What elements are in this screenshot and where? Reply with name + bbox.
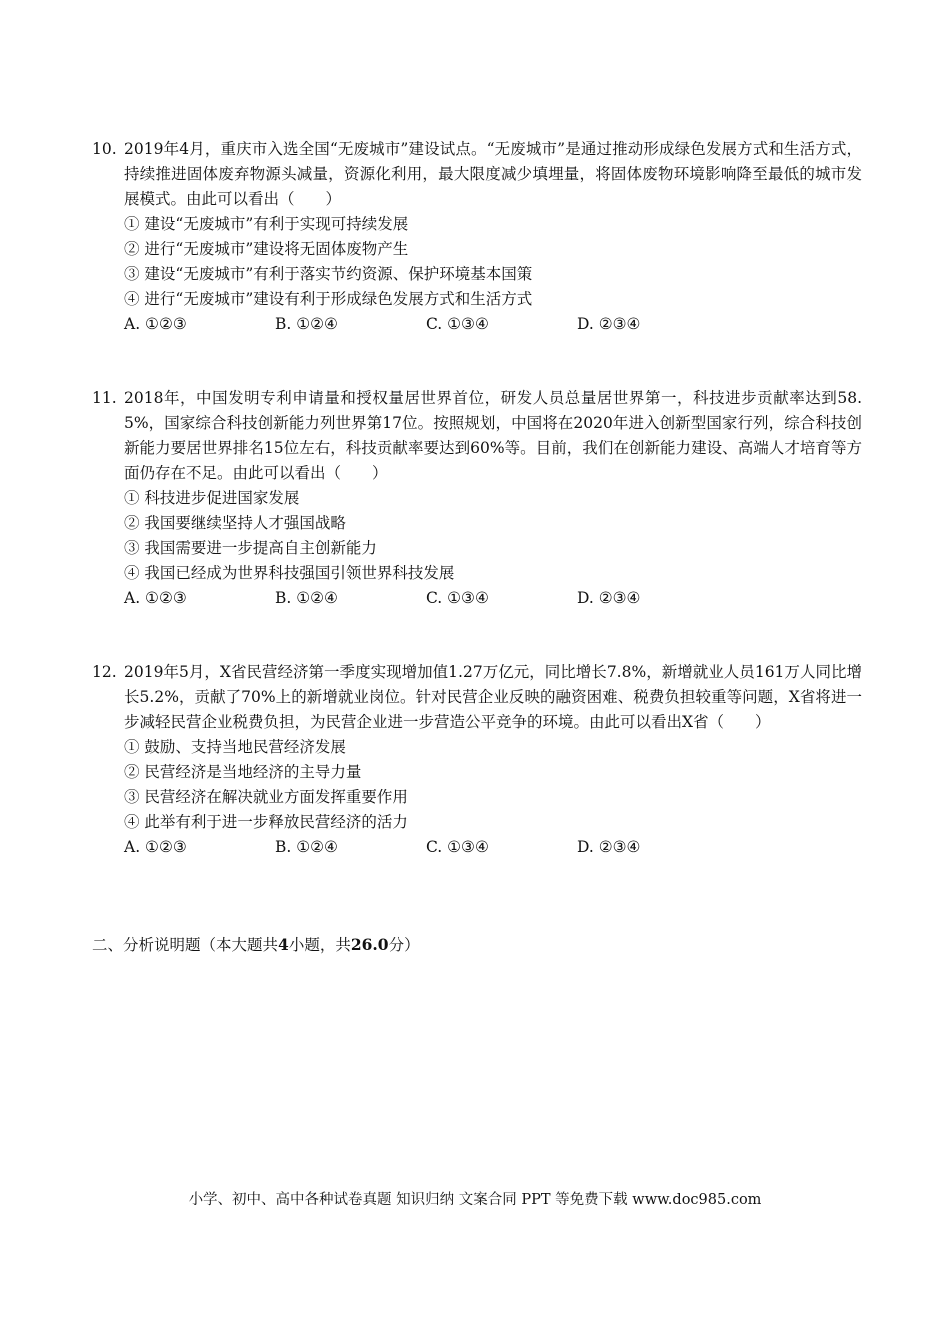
statement-item: ④ 此举有利于进一步释放民营经济的活力 [124, 813, 408, 831]
answer-options [92, 835, 862, 860]
question-10 [92, 137, 862, 337]
section-middle: 小题，共 [288, 936, 351, 954]
statement-item: ③ 我国需要进一步提高自主创新能力 [124, 539, 377, 557]
statement-item: ② 我国要继续坚持人才强国战略 [124, 514, 346, 532]
question-11 [92, 386, 862, 611]
option-a: A. ①②③ [124, 589, 187, 607]
option-c: C. ①③④ [426, 315, 489, 333]
question-stem [92, 660, 862, 735]
statement-item: ① 科技进步促进国家发展 [124, 489, 300, 507]
section-suffix: 分） [388, 936, 420, 954]
question-12 [92, 660, 862, 860]
section-score: 26.0 [350, 935, 389, 954]
option-c: C. ①③④ [426, 589, 489, 607]
question-number: 12. [92, 663, 117, 681]
statement-item: ③ 建设“无废城市”有利于落实节约资源、保护环境基本国策 [124, 265, 533, 283]
section-count: 4 [278, 935, 289, 954]
option-c: C. ①③④ [426, 838, 489, 856]
option-a: A. ①②③ [124, 315, 187, 333]
statement-item: ② 进行“无废城市”建设将无固体废物产生 [124, 240, 409, 258]
statement-item: ④ 进行“无废城市”建设有利于形成绿色发展方式和生活方式 [124, 290, 533, 308]
statement-item: ① 建设“无废城市”有利于实现可持续发展 [124, 215, 409, 233]
section-heading [92, 932, 420, 958]
statement-item: ④ 我国已经成为世界科技强国引领世界科技发展 [124, 564, 455, 582]
page-footer: 小学、初中、高中各种试卷真题 知识归纳 文案合同 PPT 等免费下载 www.doc985.com [188, 1192, 762, 1208]
section-prefix: 二、分析说明题（本大题共 [92, 936, 279, 954]
option-d: D. ②③④ [577, 315, 641, 333]
option-d: D. ②③④ [577, 589, 641, 607]
question-text: 2019年4月，重庆市入选全国“无废城市”建设试点。“无废城市”是通过推动形成绿色发展方式和生活方式，持续推进固体废弃物源头减量，资源化利用，最大限度减少填埋量，将固体废物环境影响降至最低的城市发展模式。由此可以看出（ ） [124, 140, 862, 208]
option-b: B. ①②④ [275, 315, 338, 333]
question-text: 2018年，中国发明专利申请量和授权量居世界首位，研发人员总量居世界第一，科技进步贡献率达到58.5%，国家综合科技创新能力列世界第17位。按照规划，中国将在2020年进入创新型国家行列，综合科技创新能力要居世界排名15位左右，科技贡献率要达到60%等。目前，我们在创新能力建设、高端人才培育等方面仍存在不足。由此可以看出（ ） [124, 389, 862, 482]
question-number: 10. [92, 140, 117, 158]
option-b: B. ①②④ [275, 838, 338, 856]
statement-item: ③ 民营经济在解决就业方面发挥重要作用 [124, 788, 408, 806]
answer-options [92, 586, 862, 611]
statement-item: ① 鼓励、支持当地民营经济发展 [124, 738, 346, 756]
question-stem [92, 137, 862, 212]
statement-item: ② 民营经济是当地经济的主导力量 [124, 763, 362, 781]
option-d: D. ②③④ [577, 838, 641, 856]
answer-options [92, 312, 862, 337]
question-stem [92, 386, 862, 486]
option-b: B. ①②④ [275, 589, 338, 607]
question-number: 11. [92, 389, 117, 407]
question-text: 2019年5月，X省民营经济第一季度实现增加值1.27万亿元，同比增长7.8%，新增就业人员161万人同比增长5.2%，贡献了70%上的新增就业岗位。针对民营企业反映的融资困难、税费负担较重等问题，X省将进一步减轻民营企业税费负担，为民营企业进一步营造公平竞争的环境。由此可以看出X省（ ） [124, 663, 862, 731]
option-a: A. ①②③ [124, 838, 187, 856]
